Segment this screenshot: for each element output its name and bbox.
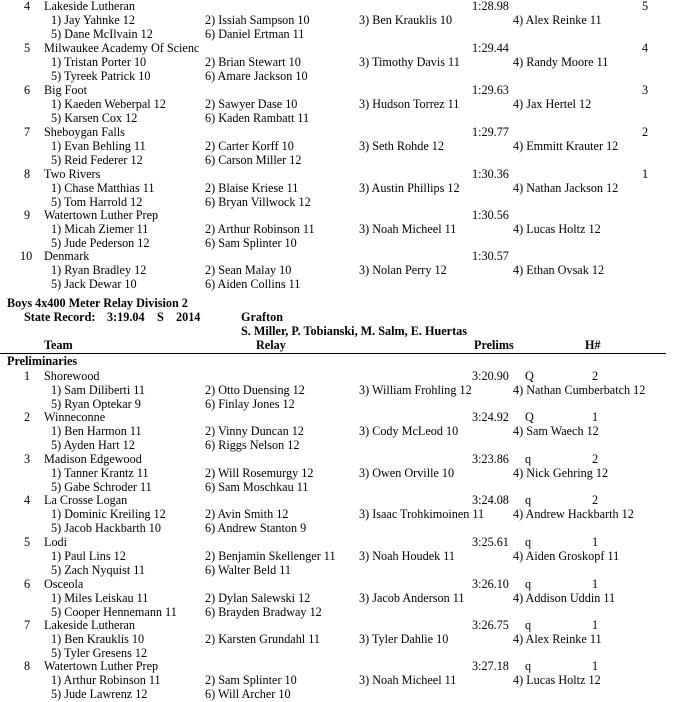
relay-member: 2) Sawyer Dase 10 — [205, 97, 298, 111]
relay-member: 5) Jack Dewar 10 — [51, 277, 137, 291]
place: 7 — [24, 125, 31, 139]
relay-member: 5) Cooper Hennemann 11 — [51, 605, 177, 619]
heat-number: 1 — [592, 577, 599, 591]
qualifier-flag: Q — [525, 369, 534, 383]
relay-member: 4) Addison Uddin 11 — [513, 591, 616, 605]
relay-member: 5) Jude Pederson 12 — [51, 236, 150, 250]
relay-member: 1) Kaeden Weberpal 12 — [51, 97, 166, 111]
team-name: Lakeside Lutheran — [44, 618, 136, 632]
relay-member: 4) Nathan Cumberbatch 12 — [513, 383, 646, 397]
place: 5 — [24, 41, 31, 55]
record-label: State Record: — [24, 310, 96, 324]
relay-member: 4) Nathan Jackson 12 — [513, 181, 619, 195]
column-header-prelims: Prelims — [474, 338, 514, 352]
place: 3 — [24, 452, 31, 466]
relay-member: 2) Avin Smith 12 — [205, 507, 289, 521]
qualifier-flag: q — [525, 535, 532, 549]
team-name: Watertown Luther Prep — [44, 659, 159, 673]
relay-member: 5) Jacob Hackbarth 10 — [51, 521, 161, 535]
place: 10 — [20, 249, 33, 263]
finals-time: 1:29.44 — [472, 41, 509, 55]
result-entry — [0, 41, 679, 83]
heat-number: 1 — [592, 618, 599, 632]
relay-member: 4) Lucas Holtz 12 — [513, 222, 601, 236]
relay-member: 3) Timothy Davis 11 — [359, 55, 460, 69]
result-entry — [0, 659, 679, 701]
relay-member: 2) Benjamin Skellenger 11 — [205, 549, 336, 563]
team-name: Madison Edgewood — [44, 452, 142, 466]
relay-member: 3) Noah Micheel 11 — [359, 222, 457, 236]
relay-member: 1) Dominic Kreiling 12 — [51, 507, 166, 521]
column-header-team: Team — [44, 338, 73, 352]
relay-member: 3) Jacob Anderson 11 — [359, 591, 465, 605]
finals-time: 1:30.36 — [472, 167, 509, 181]
finals-time: 1:28.98 — [472, 0, 509, 13]
place: 4 — [24, 0, 31, 13]
prelims-time: 3:24.92 — [472, 410, 509, 424]
points: 3 — [642, 83, 649, 97]
team-name: Milwaukee Academy Of Scienc — [44, 41, 200, 55]
result-entry — [0, 369, 679, 411]
qualifier-flag: q — [525, 493, 532, 507]
heat-number: 1 — [592, 410, 599, 424]
relay-member: 1) Arthur Robinson 11 — [51, 673, 161, 687]
relay-member: 1) Jay Yahnke 12 — [51, 13, 135, 27]
relay-member: 6) Finlay Jones 12 — [205, 397, 295, 411]
team-name: Denmark — [44, 249, 90, 263]
finals-time: 1:30.56 — [472, 208, 509, 222]
relay-member: 6) Daniel Ertman 11 — [205, 27, 305, 41]
relay-member: 1) Ben Krauklis 10 — [51, 632, 145, 646]
prelims-time: 3:23.86 — [472, 452, 509, 466]
relay-member: 5) Reid Federer 12 — [51, 153, 143, 167]
place: 8 — [24, 167, 31, 181]
team-name: Watertown Luther Prep — [44, 208, 159, 222]
relay-member: 5) Jude Lawrenz 12 — [51, 687, 148, 701]
relay-member: 4) Alex Reinke 11 — [513, 13, 602, 27]
column-header-heat: H# — [585, 338, 601, 352]
relay-member: 4) Ethan Ovsak 12 — [513, 263, 605, 277]
relay-member: 5) Gabe Schroder 11 — [51, 480, 152, 494]
event-title: Boys 4x400 Meter Relay Division 2 — [7, 296, 188, 310]
record-flag: S — [157, 310, 164, 324]
result-entry — [0, 208, 679, 250]
relay-member: 2) Carter Korff 10 — [205, 139, 294, 153]
relay-member: 6) Walter Beld 11 — [205, 563, 292, 577]
relay-member: 4) Nick Gehring 12 — [513, 466, 609, 480]
relay-member: 2) Dylan Salewski 12 — [205, 591, 311, 605]
heat-number: 1 — [592, 659, 599, 673]
result-entry — [0, 618, 679, 660]
team-name: Lodi — [44, 535, 68, 549]
relay-member: 2) Arthur Robinson 11 — [205, 222, 315, 236]
result-entry — [0, 167, 679, 209]
qualifier-flag: Q — [525, 410, 534, 424]
heat-number: 2 — [592, 369, 599, 383]
points: 5 — [642, 0, 649, 13]
record-members: S. Miller, P. Tobianski, M. Salm, E. Huertas — [241, 324, 467, 338]
round-label: Preliminaries — [7, 354, 78, 368]
relay-member: 2) Sean Malay 10 — [205, 263, 292, 277]
relay-member: 6) Kaden Rambatt 11 — [205, 111, 310, 125]
prelims-time: 3:20.90 — [472, 369, 509, 383]
relay-member: 4) Andrew Hackbarth 12 — [513, 507, 634, 521]
relay-member: 1) Evan Behling 11 — [51, 139, 146, 153]
relay-member: 3) Nolan Perry 12 — [359, 263, 447, 277]
relay-member: 4) Emmitt Krauter 12 — [513, 139, 619, 153]
relay-member: 2) Will Rosemurgy 12 — [205, 466, 314, 480]
relay-member: 2) Karsten Grundahl 11 — [205, 632, 320, 646]
relay-member: 1) Tristan Porter 10 — [51, 55, 147, 69]
place: 2 — [24, 410, 31, 424]
relay-member: 4) Randy Moore 11 — [513, 55, 609, 69]
heat-number: 1 — [592, 535, 599, 549]
relay-member: 6) Amare Jackson 10 — [205, 69, 308, 83]
points: 4 — [642, 41, 649, 55]
result-entry — [0, 0, 679, 41]
record-team: Grafton — [241, 310, 283, 324]
record-year: 2014 — [176, 310, 201, 324]
relay-member: 6) Bryan Villwock 12 — [205, 195, 311, 209]
finals-time: 1:30.57 — [472, 249, 509, 263]
relay-member: 6) Sam Splinter 10 — [205, 236, 297, 250]
qualifier-flag: q — [525, 577, 532, 591]
place: 6 — [24, 577, 31, 591]
relay-member: 5) Ryan Optekar 9 — [51, 397, 141, 411]
result-entry — [0, 577, 679, 619]
relay-member: 6) Andrew Stanton 9 — [205, 521, 307, 535]
result-entry — [0, 535, 679, 577]
result-entry — [0, 452, 679, 494]
heat-number: 2 — [592, 493, 599, 507]
relay-member: 5) Tyler Gresens 12 — [51, 646, 148, 660]
relay-member: 1) Paul Lins 12 — [51, 549, 126, 563]
result-entry — [0, 249, 679, 291]
result-entry — [0, 83, 679, 125]
relay-member: 2) Vinny Duncan 12 — [205, 424, 304, 438]
team-name: Lakeside Lutheran — [44, 0, 136, 13]
relay-member: 6) Carson Miller 12 — [205, 153, 302, 167]
place: 5 — [24, 535, 31, 549]
points: 2 — [642, 125, 649, 139]
relay-member: 3) Noah Micheel 11 — [359, 673, 457, 687]
result-entry — [0, 125, 679, 167]
record-time: 3:19.04 — [107, 310, 145, 324]
relay-member: 4) Sam Waech 12 — [513, 424, 599, 438]
heat-number: 2 — [592, 452, 599, 466]
relay-member: 2) Issiah Sampson 10 — [205, 13, 310, 27]
relay-member: 1) Ryan Bradley 12 — [51, 263, 147, 277]
finals-time: 1:29.77 — [472, 125, 509, 139]
relay-member: 3) Ben Krauklis 10 — [359, 13, 453, 27]
place: 8 — [24, 659, 31, 673]
relay-member: 5) Tyreek Patrick 10 — [51, 69, 151, 83]
team-name: Sheboygan Falls — [44, 125, 125, 139]
prelims-time: 3:26.75 — [472, 618, 509, 632]
prelims-time: 3:25.61 — [472, 535, 509, 549]
place: 4 — [24, 493, 31, 507]
relay-member: 2) Brian Stewart 10 — [205, 55, 301, 69]
place: 7 — [24, 618, 31, 632]
team-name: La Crosse Logan — [44, 493, 128, 507]
relay-member: 6) Will Archer 10 — [205, 687, 291, 701]
relay-member: 4) Aiden Groskopf 11 — [513, 549, 620, 563]
relay-member: 6) Sam Moschkau 11 — [205, 480, 309, 494]
team-name: Two Rivers — [44, 167, 101, 181]
relay-member: 1) Miles Leiskau 11 — [51, 591, 149, 605]
relay-member: 1) Ben Harmon 11 — [51, 424, 142, 438]
result-entry — [0, 493, 679, 535]
relay-member: 6) Aiden Collins 11 — [205, 277, 301, 291]
relay-member: 1) Tanner Krantz 11 — [51, 466, 149, 480]
relay-member: 2) Otto Duensing 12 — [205, 383, 305, 397]
prelims-time: 3:24.08 — [472, 493, 509, 507]
team-name: Shorewood — [44, 369, 100, 383]
qualifier-flag: q — [525, 452, 532, 466]
qualifier-flag: q — [525, 659, 532, 673]
team-name: Big Foot — [44, 83, 88, 97]
relay-member: 3) Tyler Dahlie 10 — [359, 632, 449, 646]
relay-member: 6) Brayden Bradway 12 — [205, 605, 322, 619]
prelims-time: 3:27.18 — [472, 659, 509, 673]
relay-member: 1) Sam Diliberti 11 — [51, 383, 145, 397]
relay-member: 4) Alex Reinke 11 — [513, 632, 602, 646]
relay-member: 1) Micah Ziemer 11 — [51, 222, 149, 236]
relay-member: 6) Riggs Nelson 12 — [205, 438, 300, 452]
place: 9 — [24, 208, 31, 222]
relay-member: 4) Lucas Holtz 12 — [513, 673, 601, 687]
relay-member: 5) Dane McIlvain 12 — [51, 27, 153, 41]
relay-member: 3) Hudson Torrez 11 — [359, 97, 460, 111]
relay-member: 5) Karsen Cox 12 — [51, 111, 138, 125]
place: 1 — [24, 369, 31, 383]
relay-member: 5) Zach Nyquist 11 — [51, 563, 145, 577]
header-divider — [0, 353, 666, 354]
team-name: Osceola — [44, 577, 84, 591]
place: 6 — [24, 83, 31, 97]
relay-member: 3) William Frohling 12 — [359, 383, 472, 397]
relay-member: 3) Austin Phillips 12 — [359, 181, 460, 195]
result-entry — [0, 410, 679, 452]
relay-member: 3) Seth Rohde 12 — [359, 139, 444, 153]
relay-member: 3) Owen Orville 10 — [359, 466, 455, 480]
points: 1 — [642, 167, 649, 181]
relay-member: 4) Jax Hertel 12 — [513, 97, 592, 111]
team-name: Winneconne — [44, 410, 106, 424]
relay-member: 3) Cody McLeod 10 — [359, 424, 459, 438]
qualifier-flag: q — [525, 618, 532, 632]
relay-member: 5) Tom Harrold 12 — [51, 195, 143, 209]
relay-member: 2) Blaise Kriese 11 — [205, 181, 299, 195]
finals-time: 1:29.63 — [472, 83, 509, 97]
relay-member: 3) Isaac Trohkimoinen 11 — [359, 507, 485, 521]
relay-member: 5) Ayden Hart 12 — [51, 438, 135, 452]
relay-member: 1) Chase Matthias 11 — [51, 181, 155, 195]
relay-member: 2) Sam Splinter 10 — [205, 673, 297, 687]
relay-member: 3) Noah Houdek 11 — [359, 549, 456, 563]
prelims-time: 3:26.10 — [472, 577, 509, 591]
column-header-relay: Relay — [256, 338, 286, 352]
